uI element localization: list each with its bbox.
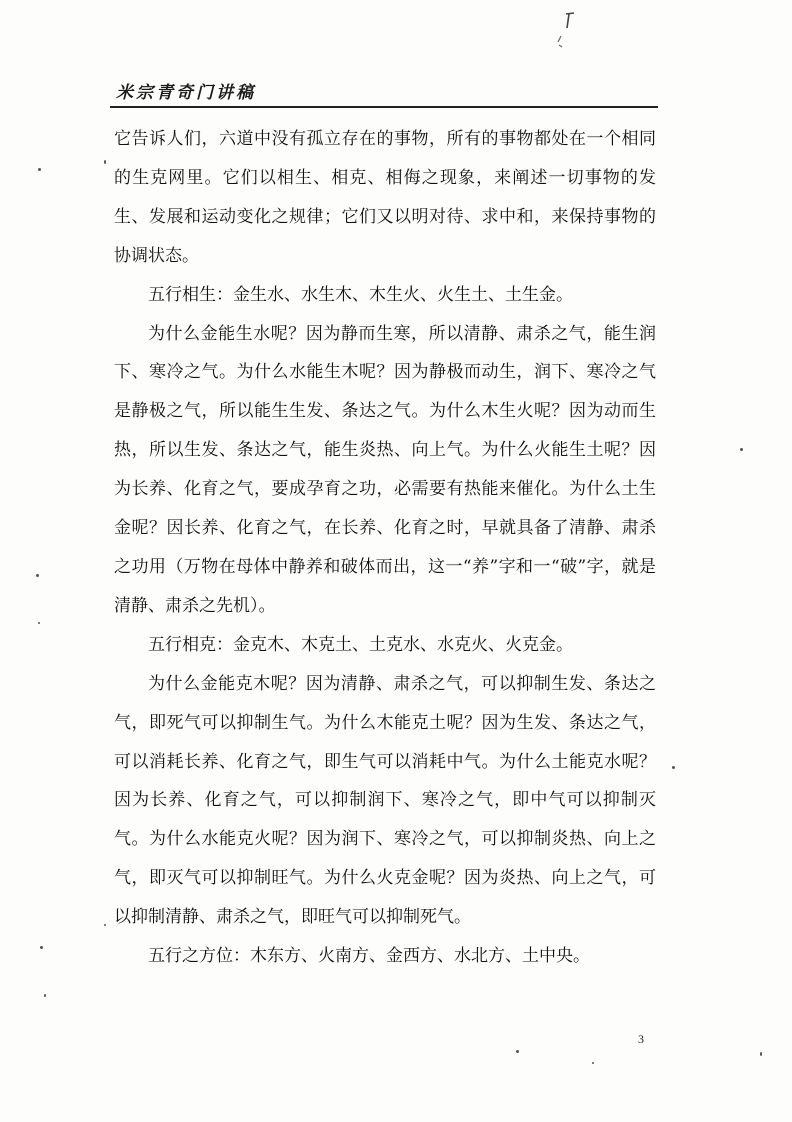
paragraph-intro: 它告诉人们，六道中没有孤立存在的事物，所有的事物都处在一个相同的生克网里。它们以相生、相克、相侮之现象，来阐述一切事物的发生、发展和运动变化之规律；它们又以明对待、求中和，来保持事物的协调状态。 <box>114 129 656 266</box>
body-text <box>114 120 656 976</box>
paragraph-mutual-generation-heading: 五行相生：金生水、水生木、木生火、火生土、土生金。 <box>148 284 573 305</box>
paragraph-mutual-restraint-heading: 五行相克：金克木、木克土、土克水、水克火、火克金。 <box>148 634 573 655</box>
scan-speck <box>104 924 106 926</box>
paragraph-mutual-restraint-explanation: 为什么金能克木呢？因为清静、肃杀之气，可以抑制生发、条达之气，即死气可以抑制生气。为什么木能克土呢？因为生发、条达之气，可以消耗长养、化育之气，即生气可以消耗中气。为什么土能克水呢？因为长养、化育之气，可以抑制润下、寒冷之气，即中气可以抑制灭气。为什么水能克火呢？因为润下、寒冷之气，可以抑制炎热、向上之气，即灭气可以抑制旺气。为什么火克金呢？因为炎热、向上之气，可以抑制清静、肃杀之气，即旺气可以抑制死气。 <box>114 673 656 928</box>
scan-speck <box>740 448 743 451</box>
scan-speck <box>44 994 46 997</box>
paragraph-mutual-generation-explanation: 为什么金能生水呢？因为静而生寒，所以清静、肃杀之气，能生润下、寒冷之气。为什么水能生木呢？因为静极而动生，润下、寒冷之气是静极之气，所以能生生发、条达之气。为什么木生火呢？因为动而生热，所以生发、条达之气，能生炎热、向上气。为什么火能生土呢？因为长养、化育之气，要成孕育之功，必需要有热能来催化。为什么土生金呢？因长养、化育之气，在长养、化育之时，早就具备了清静、肃杀之功用（万物在母体中静养和破体而出，这一“养”字和一“破”字，就是清静、肃杀之先机）。 <box>114 323 656 616</box>
paragraph-directions: 五行之方位：木东方、火南方、金西方、水北方、土中央。 <box>148 946 590 967</box>
scan-speck <box>592 1062 594 1064</box>
scan-speck <box>760 1052 762 1056</box>
running-header-title: 米宗青奇门讲稿 <box>116 83 256 103</box>
page-number: 3 <box>638 1032 644 1046</box>
scan-mark-icon <box>556 12 580 52</box>
scan-speck <box>36 574 39 577</box>
scan-speck <box>38 168 41 171</box>
scan-speck <box>104 160 106 164</box>
scan-speck <box>38 622 40 624</box>
scan-speck <box>672 766 675 769</box>
scan-speck <box>516 1050 519 1053</box>
scan-speck <box>40 946 43 949</box>
header-divider <box>110 106 658 108</box>
